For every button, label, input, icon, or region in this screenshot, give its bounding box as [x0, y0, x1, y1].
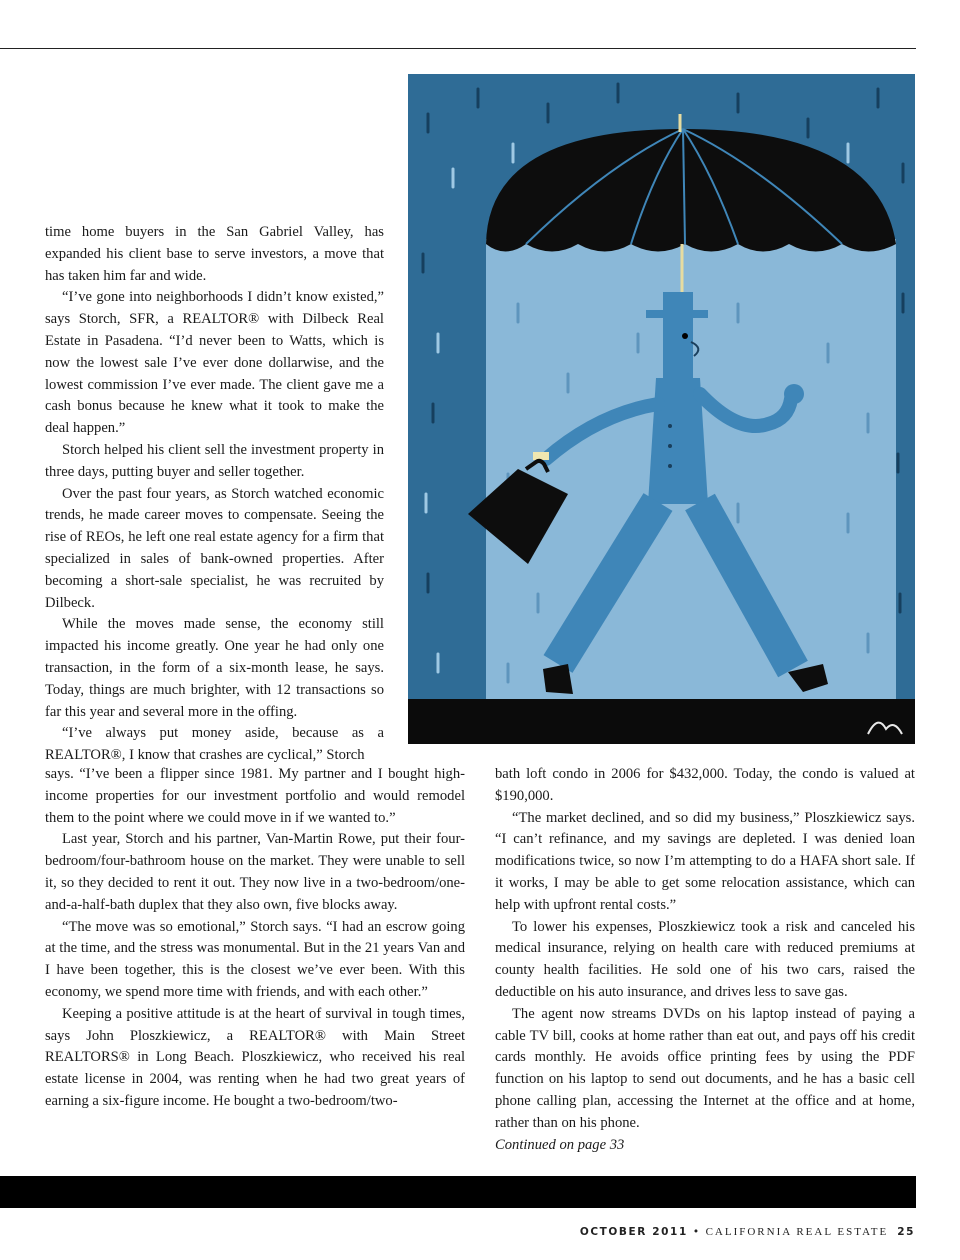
paragraph: “The market declined, and so did my business,” Ploszkiewicz says. “I can’t refinance, and my savings are depleted. I was denied loan modifications twice, so now I’m attempting to do a HAFA short sale. If it works, I may be able to get some relocation assistance, which can help with upfront rental costs.” — [495, 809, 915, 913]
column-b — [45, 764, 465, 1113]
page-number: 25 — [897, 1226, 915, 1238]
paragraph: To lower his expenses, Ploszkiewicz took a risk and canceled his medical insurance, relying on health care with reduced premiums at county health facilities. He sold one of his two cars, raised the deductible on his auto insurance, and drives less to save gas. — [495, 918, 915, 1000]
paragraph: Storch helped his client sell the investment property in three days, putting buyer and seller together. — [45, 441, 384, 480]
umbrella-man-illustration — [408, 74, 915, 744]
top-rule — [0, 48, 916, 49]
column-a — [45, 222, 384, 767]
bottom-bar — [0, 1176, 916, 1208]
continued-link[interactable]: Continued on page 33 — [495, 1136, 625, 1153]
bullet-separator: • — [692, 1226, 701, 1238]
paragraph: “I’ve gone into neighborhoods I didn’t know existed,” says Storch, SFR, a REALTOR® with Dilbeck Real Estate in Pasadena. “I’d never been to Watts, which is now the lowest sale I’ve ever done dollarwise, and the lowest commission I’ve ever made. The client gave me a cash bonus because he knew what it took to make the deal happen.” — [45, 289, 384, 437]
paragraph: The agent now streams DVDs on his laptop instead of paying a cable TV bill, cooks at home rather than eat out, and pays off his credit cards monthly. He avoids office printing fees by using the PDF function on his laptop to send out documents, and he has a basic cell phone calling plan, accessing the Internet at the office and at home, rather than on his phone. — [495, 1005, 915, 1131]
magazine-title: CALIFORNIA REAL ESTATE — [705, 1226, 889, 1238]
paragraph: time home buyers in the San Gabriel Valley, has expanded his client base to serve investors, a move that has taken him far and wide. — [45, 224, 384, 284]
paragraph: “I’ve always put money aside, because as a REALTOR®, I know that crashes are cyclical,” Storch — [45, 725, 384, 764]
paragraph: Over the past four years, as Storch watched economic trends, he made career moves to compensate. Seeing the rise of REOs, he left one real estate agency for a firm that specialized in sales of bank-owned properties. After becoming a short-sale specialist, he was recruited by Dilbeck. — [45, 485, 384, 611]
paragraph: While the moves made sense, the economy still impacted his income greatly. One year he had only one transaction, in the form of a six-month lease, he says. Today, things are much brighter, with 12 transactions so far this year and several more in the offing. — [45, 616, 384, 720]
paragraph: bath loft condo in 2006 for $432,000. Today, the condo is valued at $190,000. — [495, 766, 915, 804]
issue-date: OCTOBER 2011 — [579, 1226, 688, 1238]
column-c — [495, 764, 915, 1156]
paragraph: “The move was so emotional,” Storch says. “I had an escrow going at the time, and the stress was monumental. But in the 21 years Van and I have been together, this is the closest we’ve ever been. With this economy, we spend more time with friends, and with each other.” — [45, 918, 465, 1000]
paragraph: Keeping a positive attitude is at the heart of survival in tough times, says John Ploszkiewicz, a REALTOR® with Main Street REALTORS® in Long Beach. Ploszkiewicz, who received his real estate license in 2004, was renting when he had two great years of earning a six-figure income. He bought a two-bedroom/two- — [45, 1005, 465, 1109]
page-footer — [580, 1226, 915, 1238]
paragraph: says. “I’ve been a flipper since 1981. My partner and I bought high-income properties for our investment portfolio and would remodel them to the point where we could move in if we wanted to.” — [45, 766, 465, 826]
paragraph: Last year, Storch and his partner, Van-Martin Rowe, put their four-bedroom/four-bathroom house on the market. They were unable to sell it, so they decided to rent it out. They now live in a two-bedroom/one-and-a-half-bath duplex that they also own, five blocks away. — [45, 831, 465, 913]
illustration — [408, 74, 915, 744]
